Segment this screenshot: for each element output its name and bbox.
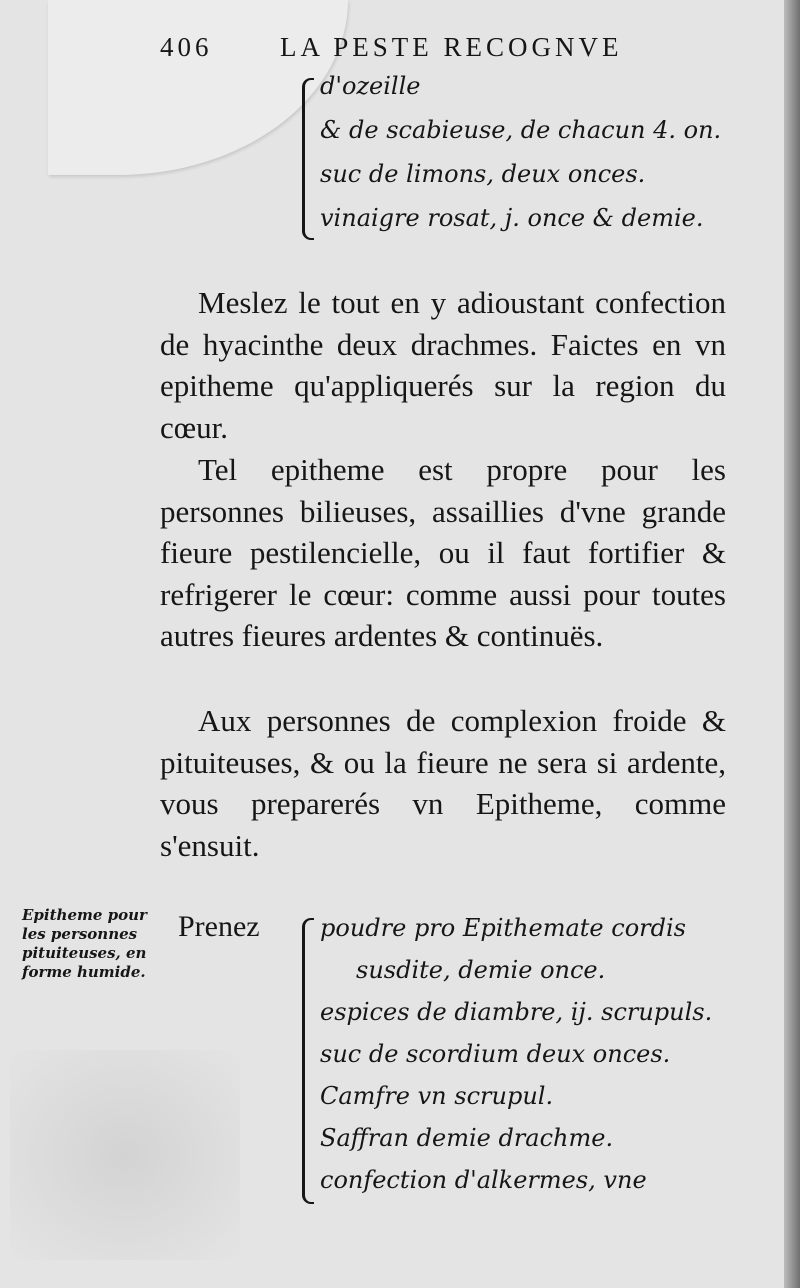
page-number: 406 [160,32,213,62]
recipe-line: poudre pro Epithemate cordis [320,914,686,942]
recipe-line: vinaigre rosat, j. once & demie. [320,204,704,232]
recipe-line: d'ozeille [320,72,421,100]
recipe-line: Saffran demie drachme. [320,1124,614,1152]
paragraph-text: Aux personnes de complexion froide & pituiteuses, & ou la fieure ne sera si ardente, vous preparerés vn Epitheme, comme s'ensuit. [160,703,726,863]
recipe-line: suc de limons, deux onces. [320,160,646,188]
recipe-line: confection d'alkermes, vne [320,1166,647,1194]
recipe-line: Camfre vn scrupul. [320,1082,554,1110]
paragraph [160,700,726,866]
recipe-line: suc de scordium deux onces. [320,1040,671,1068]
running-header [160,32,680,76]
recipe-brace-bottom [302,918,314,1204]
paragraph-text: Tel epitheme est propre pour les personnes bilieuses, assaillies d'vne grande fieure pestilencielle, ou il faut fortifier & refrigerer le cœur: comme aussi pour toutes autres fieures ardentes & continuës. [160,452,726,653]
prenez-label: Prenez [178,910,260,943]
recipe-line: & de scabieuse, de chacun 4. on. [320,116,722,144]
recipe-line: susdite, demie once. [356,956,606,984]
paragraph-text: Meslez le tout en y adioustant confection de hyacinthe deux drachmes. Faictes en vn epitheme qu'appliquerés sur la region du cœur. [160,285,726,445]
recipe-brace-top [302,78,314,240]
book-spine [784,0,800,1288]
margin-note: Epitheme pour les personnes pituiteuses, en forme humide. [22,906,147,981]
paper-stain [10,1050,240,1260]
running-title: LA PESTE RECOGNVE [280,32,623,62]
recipe-line: espices de diambre, ij. scrupuls. [320,998,713,1026]
paragraph [160,449,726,657]
paragraph [160,282,726,448]
